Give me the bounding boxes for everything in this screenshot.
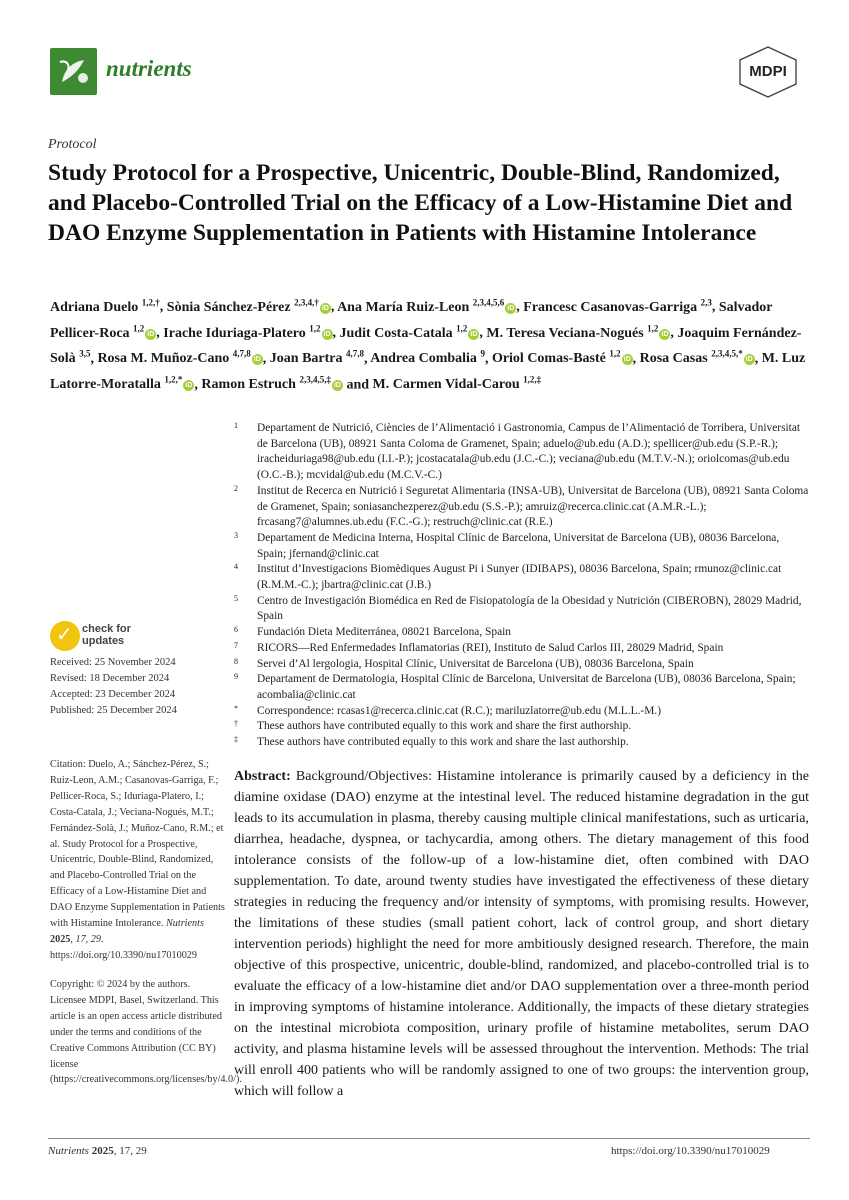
author-affiliation-marks: 1,2 bbox=[133, 322, 145, 333]
authors-conjunction: and bbox=[346, 377, 370, 393]
affiliation-item bbox=[234, 484, 809, 531]
abstract-text: Background/Objectives: Histamine intolerance is primarily caused by a deficiency in the diamine oxidase (DAO) enzyme at the intestinal level. The reduced histamine degradation in the gut leads to its accumulation in plasma, thereby causing multiple clinical manifestations, such as urticaria, diarrhea, headache, dyspnea, or tachycardia, among others. The dietary management of this food intolerance consists of the follow-up of a low-histamine diet, often combined with DAO supplementation. To date, around twenty studies have investigated the effectiveness of these dietary strategies in reducing the frequency and/or intensity of symptoms, with promising results. However, the limitations of these studies (small patient cohort, lack of control group, and short dietary intervention periods) highlight the need for more ambitiously designed research. Therefore, the main objective of this prospective, unicentric, double-blind, randomized, and placebo-controlled trial is to evaluate the efficacy of a low-histamine diet and/or DAO supplementation over a three-month period in improving symptoms of histamine intolerance. Additionally, the impacts of these dietary strategies on the intestinal microbiota composition, urinary profile of histamine metabolites, serum DAO activity, and plasma histamine levels will be assessed throughout the intervention. Methods: The trial will enroll 400 patients who will be randomly assigned to one of two groups: the intervention group, which will follow a bbox=[234, 769, 810, 1099]
orcid-icon[interactable]: iD bbox=[661, 330, 669, 338]
footer-doi-link[interactable]: https://doi.org/10.3390/nu17010029 bbox=[611, 1145, 770, 1157]
author-name: Ana María Ruiz-Leon bbox=[337, 299, 470, 315]
affiliation-item bbox=[234, 531, 809, 562]
author bbox=[201, 374, 343, 393]
affiliation-mark: 8 bbox=[234, 656, 238, 666]
citation-doi-link[interactable]: https://doi.org/10.3390/nu17010029 bbox=[50, 949, 197, 961]
date-revised: Revised: 18 December 2024 bbox=[50, 673, 170, 684]
author-affiliation-marks: 1,2,* bbox=[164, 374, 183, 385]
affiliation-item bbox=[234, 735, 809, 751]
author-affiliation-marks: 1,2,† bbox=[141, 297, 160, 307]
affiliation-text: Departament de Medicina Interna, Hospital Clínic de Barcelona, Universitat de Barcelona (UB), 08036 Barcelona, Spain; jfernand@clinic.cat bbox=[257, 531, 780, 560]
affiliation-mark: 6 bbox=[234, 625, 238, 635]
check-updates-line1: check for bbox=[82, 623, 131, 635]
orcid-icon[interactable]: iD bbox=[333, 382, 341, 390]
author-name: Rosa Casas bbox=[639, 351, 708, 367]
date-published: Published: 25 December 2024 bbox=[50, 705, 177, 716]
affiliation-item bbox=[234, 672, 809, 703]
author-list: Adriana Duelo $^{1,2,\dagger}$, Sònia Sánchez-Pérez $^{2,3,4,\dagger}$iD , Ana María Ruiz-Leon $^{2,3,4,5,6}$iD , Francesc Casanovas-Garriga $^{2,3}$, Salvador Pellicer-Roca $^{1,2}$iD , Irache Iduriaga-Platero $^{1,2}$iD , Judit Costa-Catala $^{1,2}$iD , M. Teresa Veciana-Nogués $^{1,2}$iD , Joaquim Fernández-Solà $^{3,5}$, Rosa M. Muñoz-Cano $^{4,7,8}$iD , Joan Bartra $^{4,7,8}$, Andrea Combalia $^9$, Oriol Comas-Basté $^{1,2}$iD , Rosa Casas $^{2,3,4,5,*}$iD , M. Luz Latorre-Moratalla $^{1,2,*}$iD , Ramon Estruch $^{2,3,4,5,\ddagger}$iD and M. Carmen Vidal-Carou $^{1,2,\ddagger}$ bbox=[50, 297, 806, 393]
affiliation-mark: 9 bbox=[234, 672, 238, 682]
date-accepted: Accepted: 23 December 2024 bbox=[50, 689, 176, 700]
journal-name[interactable]: nutrients bbox=[106, 56, 192, 81]
author-name: Ramon Estruch bbox=[201, 377, 296, 393]
affiliation-mark: 7 bbox=[234, 640, 238, 650]
affiliation-text: Servei d’Al lergologia, Hospital Clínic, Universitat de Barcelona (UB), 08036 Barcelona, Spain bbox=[257, 657, 694, 670]
orcid-icon[interactable]: iD bbox=[185, 382, 193, 390]
author bbox=[163, 322, 332, 341]
affiliation-text: Departament de Dermatologia, Hospital Clínic de Barcelona, Universitat de Barcelona (UB), 08036 Barcelona, Spain; acombalia@clinic.cat bbox=[257, 673, 796, 701]
copyright-block bbox=[50, 977, 242, 1088]
affiliation-item bbox=[234, 641, 809, 657]
affiliation-mark: 4 bbox=[234, 562, 238, 572]
author bbox=[372, 374, 542, 393]
orcid-icon[interactable]: iD bbox=[321, 304, 329, 312]
affiliation-item bbox=[234, 657, 809, 673]
affiliation-text: Institut d’Investigacions Biomèdiques August Pi i Sunyer (IDIBAPS), 08036 Barcelona, Spain; rmunoz@clinic.cat (R.M.M.-C.); jbartra@clinic.cat (J.B.) bbox=[257, 563, 782, 592]
author-name: Francesc Casanovas-Garriga bbox=[523, 299, 698, 315]
author-name: M. Teresa Veciana-Nogués bbox=[486, 325, 644, 341]
affiliation-mark: ‡ bbox=[234, 735, 238, 745]
author-affiliation-marks: 2,3,4,† bbox=[294, 297, 319, 307]
author bbox=[337, 297, 516, 315]
citation-text: Duelo, A.; Sánchez-Pérez, S.; Ruiz-Leon, A.M.; Casanovas-Garriga, F.; Pellicer-Roca, S.; Iduriaga-Platero, I.; Costa-Catala, J.; Veciana-Nogués, M.T.; Fernández-Solà, J.; Muñoz-Cano, R.M.; et al. Study Protocol for a Prospective, Unicentric, Double-Blind, Randomized, and Placebo-Controlled Trial on the Efficacy of a Low-Histamine Diet and DAO Enzyme Supplementation in Patients with Histamine Intolerance. bbox=[50, 759, 225, 930]
citation-volume: , 17, 29. bbox=[70, 933, 104, 945]
author-name: M. Carmen Vidal-Carou bbox=[372, 377, 520, 393]
article-title: Study Protocol for a Prospective, Unicentric, Double-Blind, Randomized, and Placebo-Controlled Trial on the Efficacy of a Low-Histamine Diet and DAO Enzyme Supplementation in Patients with Histamine Intolerance bbox=[48, 160, 793, 246]
author-name: Joan Bartra bbox=[269, 351, 343, 367]
author-affiliation-marks: 2,3 bbox=[700, 297, 712, 307]
author-name: Rosa M. Muñoz-Cano bbox=[97, 351, 230, 367]
orcid-icon[interactable]: iD bbox=[470, 330, 478, 338]
author-affiliation-marks: 2,3,4,5,6 bbox=[472, 297, 505, 307]
author-affiliation-marks: 2,3,4,5,* bbox=[711, 348, 743, 359]
check-updates-line2: updates bbox=[82, 635, 125, 647]
date-received: Received: 25 November 2024 bbox=[50, 657, 176, 668]
article-dates bbox=[50, 655, 220, 719]
citation-block bbox=[50, 757, 225, 964]
author bbox=[269, 348, 364, 367]
affiliation-text: These authors have contributed equally to this work and share the last authorship. bbox=[257, 736, 629, 749]
affiliation-item bbox=[234, 421, 809, 484]
author-affiliation-marks: 4,7,8 bbox=[346, 348, 364, 359]
affiliation-item bbox=[234, 719, 809, 735]
citation-journal: Nutrients bbox=[166, 918, 204, 930]
citation-year: 2025 bbox=[50, 933, 71, 945]
orcid-icon[interactable]: iD bbox=[745, 356, 753, 364]
orcid-icon[interactable]: iD bbox=[253, 356, 261, 364]
author-name: Sònia Sánchez-Pérez bbox=[166, 299, 291, 315]
author-affiliation-marks: 1,2 bbox=[609, 348, 621, 359]
author bbox=[166, 297, 331, 315]
affiliation-item bbox=[234, 562, 809, 593]
check-for-updates-button[interactable] bbox=[82, 623, 131, 647]
author bbox=[370, 348, 485, 367]
author-name: Judit Costa-Catala bbox=[339, 325, 453, 341]
author-affiliation-marks: 2,3,4,5,‡ bbox=[299, 374, 331, 385]
affiliation-item bbox=[234, 625, 809, 641]
affiliation-item bbox=[234, 704, 809, 720]
footer-journal: Nutrients bbox=[48, 1145, 89, 1157]
footer-divider bbox=[48, 1138, 810, 1139]
affiliation-mark: † bbox=[234, 719, 238, 729]
publisher-name: MDPI bbox=[749, 63, 787, 80]
author bbox=[523, 297, 712, 315]
footer-year: 2025 bbox=[91, 1145, 114, 1157]
affiliation-mark: 3 bbox=[234, 530, 238, 540]
affiliation-text: Departament de Nutrició, Ciències de l’Alimentació i Gastronomia, Campus de l’Alimentació de Torribera, Universitat de Barcelona (UB), 08921 Santa Coloma de Gramenet, Spain; aduelo@ub.edu (A.D.); spellicer@ub.edu (S.P.-R.); iracheiduriaga98@ub.edu (I.I.-P.); jcostacatala@ub.edu (J.C.-C.); veciana@ub.edu (M.T.V.-N.); oriolcomas@ub.edu (O.C.-B.); mcvidal@ub.edu (M.C.V.-C.) bbox=[257, 422, 801, 482]
orcid-icon[interactable]: iD bbox=[147, 330, 155, 338]
author-affiliation-marks: 3,5 bbox=[79, 348, 91, 359]
affiliation-mark: 1 bbox=[234, 421, 238, 430]
affiliation-text: Fundación Dieta Mediterránea, 08021 Barcelona, Spain bbox=[257, 626, 511, 639]
author-affiliation-marks: 1,2 bbox=[456, 322, 468, 333]
author-affiliation-marks: 1,2,‡ bbox=[523, 374, 542, 385]
author-name: Irache Iduriaga-Platero bbox=[163, 325, 306, 341]
affiliation-text: Correspondence: rcasas1@recerca.clinic.cat (R.C.); mariluzlatorre@ub.edu (M.L.L.-M.) bbox=[257, 704, 661, 717]
author bbox=[486, 322, 670, 341]
affiliation-text: RICORS—Red Enfermedades Inflamatorias (REI), Instituto de Salud Carlos III, 28029 Madrid, Spain bbox=[257, 641, 724, 654]
author-affiliation-marks: 4,7,8 bbox=[232, 348, 251, 359]
author bbox=[339, 322, 480, 341]
author-affiliation-marks: 1,2 bbox=[647, 322, 659, 333]
orcid-icon[interactable]: iD bbox=[507, 304, 515, 312]
affiliation-text: Centro de Investigación Biomédica en Red de Fisiopatología de la Obesidad y Nutrición (CIBEROBN), 28029 Madrid, Spain bbox=[257, 594, 802, 623]
affiliations-list bbox=[234, 421, 809, 751]
affiliation-mark: 5 bbox=[234, 593, 238, 603]
affiliation-text: Institut de Recerca en Nutrició i Seguretat Alimentaria (INSA-UB), Universitat de Barcelona (UB), 08921 Santa Coloma de Gramenet, Spain; soniasanchezperez@ub.edu (S.S.-P.); amruiz@recerca.clinic.cat (A.M.R.-L.); frcasang7@alumnes.ub.edu (F.C.-G.); restruch@clinic.cat (R.E.) bbox=[257, 484, 809, 529]
affiliation-item bbox=[234, 594, 809, 625]
checkmark-icon: ✓ bbox=[56, 622, 73, 646]
author bbox=[639, 348, 755, 367]
affiliation-mark: * bbox=[234, 703, 238, 713]
author bbox=[97, 348, 262, 367]
affiliation-mark: 2 bbox=[234, 483, 238, 493]
author bbox=[491, 348, 633, 367]
affiliation-text: These authors have contributed equally to this work and share the first authorship. bbox=[257, 720, 632, 733]
author-name: Andrea Combalia bbox=[370, 351, 477, 367]
footer-volume: , 17, 29 bbox=[113, 1145, 147, 1157]
author-name: Adriana Duelo bbox=[50, 299, 139, 315]
article-type: Protocol bbox=[48, 137, 97, 152]
abstract-label: Abstract: bbox=[234, 769, 291, 784]
abstract bbox=[234, 766, 809, 1102]
copyright-text: © 2024 by the authors. Licensee MDPI, Basel, Switzerland. This article is an open access article distributed under the terms and conditions of the Creative Commons Attribution (CC BY) license (https://creativecommons.org/licenses/by/4.0/). bbox=[50, 979, 242, 1086]
footer-citation bbox=[48, 1145, 147, 1157]
author-affiliation-marks: 1,2 bbox=[309, 322, 321, 333]
copyright-label: Copyright: bbox=[50, 979, 95, 990]
author-affiliation-marks: 9 bbox=[480, 348, 485, 359]
author-name: M. Luz Latorre-Moratalla bbox=[50, 351, 806, 393]
author-name: Oriol Comas-Basté bbox=[491, 351, 606, 367]
author-name: Salvador Pellicer-Roca bbox=[50, 299, 773, 341]
orcid-icon[interactable]: iD bbox=[323, 330, 331, 338]
author bbox=[50, 297, 160, 315]
citation-label: Citation: bbox=[50, 759, 86, 770]
nutrients-logo-icon bbox=[50, 48, 97, 95]
author-name: Joaquim Fernández-Solà bbox=[50, 325, 802, 367]
orcid-icon[interactable]: iD bbox=[623, 356, 631, 364]
